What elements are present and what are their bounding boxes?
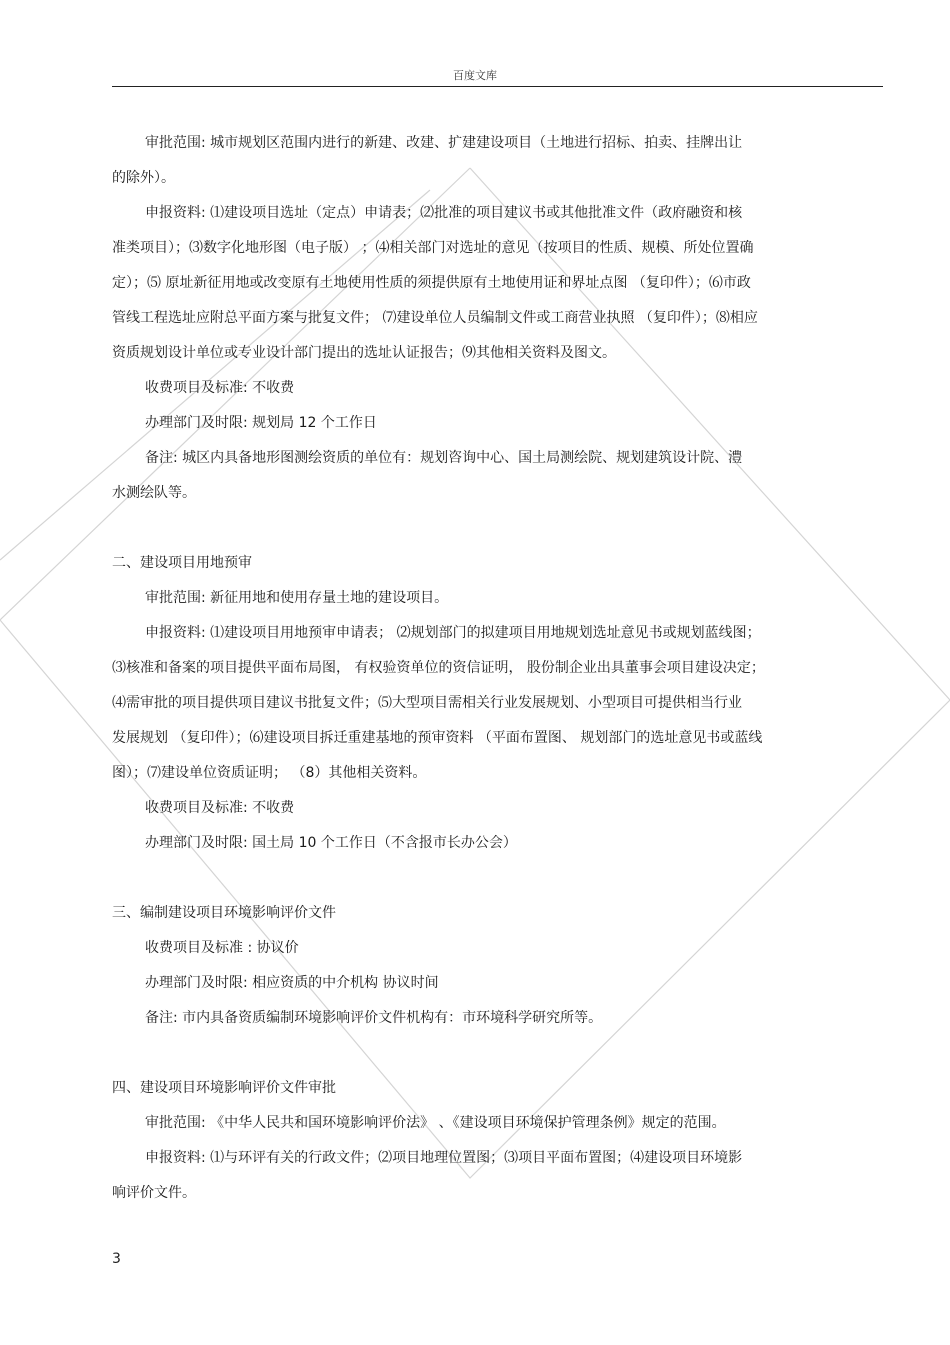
s3-note: 备注: 市内具备资质编制环境影响评价文件机构有：市环境科学研究所等。 (145, 1010, 603, 1026)
s2-materials-1: 申报资料: ⑴建设项目用地预审申请表； ⑵规划部门的拟建项目用地规划选址意见书或规划蓝线图； (145, 625, 761, 641)
s1-materials-4: 管线工程选址应附总平面方案与批复文件； ⑺建设单位人员编制文件或工商营业执照 （复印件）；⑻相应 (112, 310, 758, 326)
s2-title: 二、建设项目用地预审 (112, 555, 252, 571)
s3-fee: 收费项目及标准 : 协议价 (145, 940, 299, 956)
spacer (112, 1036, 867, 1071)
s1-materials-5: 资质规划设计单位或专业设计部门提出的选址认证报告；⑼其他相关资料及图文。 (112, 345, 616, 361)
s2-materials-5: 图）；⑺建设单位资质证明； （8）其他相关资料。 (112, 765, 427, 781)
s4-scope: 审批范围: 《中华人民共和国环境影响评价法》 、《建设项目环境保护管理条例》规定的范围。 (145, 1115, 726, 1131)
s1-dept: 办理部门及时限: 规划局 12 个工作日 (145, 415, 377, 431)
s2-dept: 办理部门及时限: 国土局 10 个工作日（不含报市长办公会） (145, 835, 517, 851)
s4-materials-2: 响评价文件。 (112, 1185, 196, 1201)
s3-title: 三、编制建设项目环境影响评价文件 (112, 905, 336, 921)
s1-scope-cont: 的除外）。 (112, 170, 175, 186)
document-header-title: 百度文库 (453, 69, 497, 82)
s2-materials-2: ⑶核准和备案的项目提供平面布局图， 有权验资单位的资信证明， 股份制企业出具董事会项目建设决定； (112, 660, 765, 676)
s1-note-1: 备注: 城区内具备地形图测绘资质的单位有：规划咨询中心、国土局测绘院、规划建筑设计院、澧 (145, 450, 743, 466)
spacer (112, 861, 867, 896)
s2-materials-4: 发展规划 （复印件）；⑹建设项目拆迁重建基地的预审资料 （平面布置图、 规划部门的选址意见书或蓝线 (112, 730, 763, 746)
s1-fee: 收费项目及标准: 不收费 (145, 380, 295, 396)
s3-dept: 办理部门及时限: 相应资质的中介机构 协议时间 (145, 975, 439, 991)
header-divider (112, 86, 883, 87)
s1-materials-1: 申报资料: ⑴建设项目选址（定点）申请表；⑵批准的项目建议书或其他批准文件（政府融资和核 (145, 205, 743, 221)
s1-materials-3: 定）；⑸ 原址新征用地或改变原有土地使用性质的须提供原有土地使用证和界址点图 （复印件）；⑹市政 (112, 275, 751, 291)
s2-fee: 收费项目及标准: 不收费 (145, 800, 295, 816)
spacer (112, 511, 867, 546)
document-body (112, 126, 867, 1211)
s4-title: 四、建设项目环境影响评价文件审批 (112, 1080, 336, 1096)
page-number: 3 (112, 1251, 121, 1267)
s2-materials-3: ⑷需审批的项目提供项目建议书批复文件；⑸大型项目需相关行业发展规划、小型项目可提供相当行业 (112, 695, 742, 711)
s2-scope: 审批范围: 新征用地和使用存量土地的建设项目。 (145, 590, 449, 606)
s4-materials-1: 申报资料: ⑴与环评有关的行政文件；⑵项目地理位置图；⑶项目平面布置图；⑷建设项目环境影 (145, 1150, 743, 1166)
s1-materials-2: 准类项目）；⑶数字化地形图（电子版） ；⑷相关部门对选址的意见（按项目的性质、规模、所处位置确 (112, 240, 754, 256)
s1-scope: 审批范围: 城市规划区范围内进行的新建、改建、扩建建设项目（土地进行招标、拍卖、挂牌出让 (145, 135, 743, 151)
s1-note-2: 水测绘队等。 (112, 485, 196, 501)
